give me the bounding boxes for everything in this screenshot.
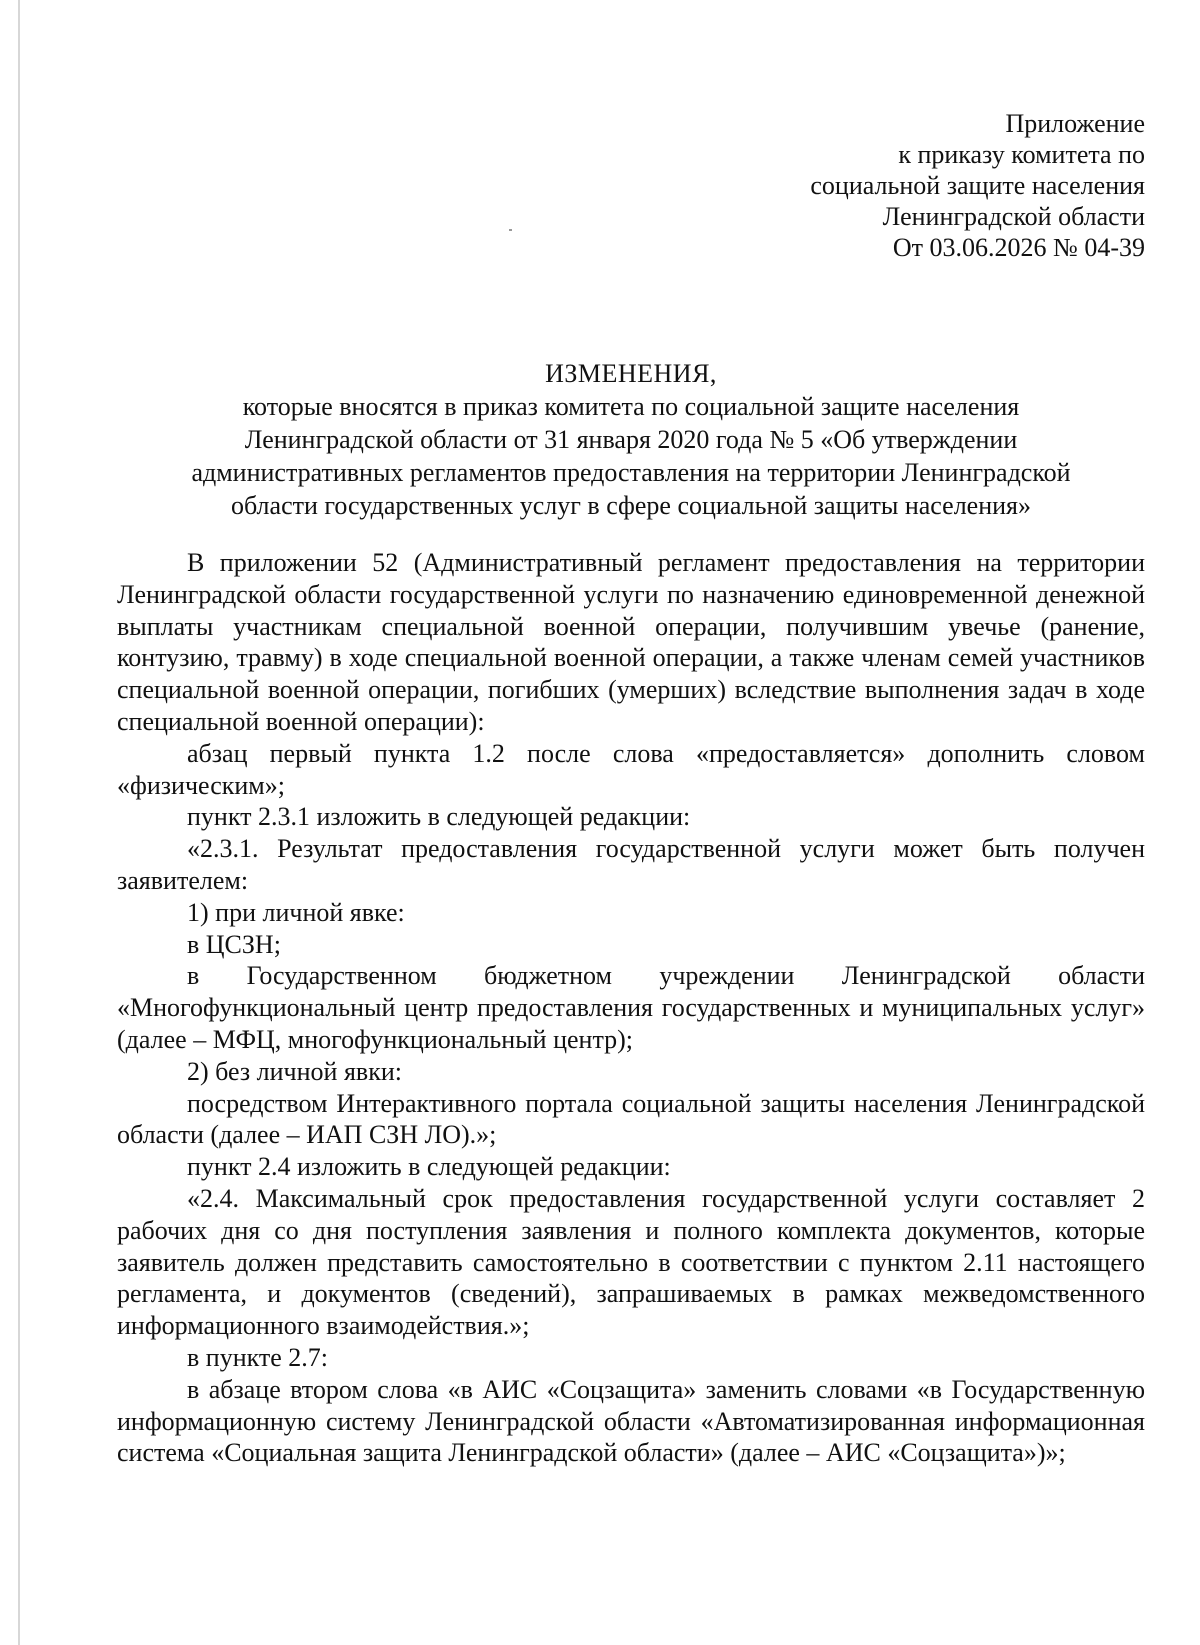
title-heading: ИЗМЕНЕНИЯ, — [545, 359, 717, 388]
approval-line: социальной защите населения — [810, 171, 1145, 200]
scan-artifact — [509, 229, 512, 231]
document-body — [117, 547, 1145, 1469]
body-paragraph: посредством Интерактивного портала социальной защиты населения Ленинградской области (далее – ИАП СЗН ЛО).»; — [117, 1088, 1145, 1150]
approval-block — [625, 108, 1145, 263]
body-paragraph: в ЦСЗН; — [187, 929, 281, 959]
body-paragraph: в пункте 2.7: — [187, 1342, 329, 1372]
body-paragraph: пункт 2.3.1 изложить в следующей редакции: — [187, 802, 691, 832]
body-paragraph: пункт 2.4 изложить в следующей редакции: — [187, 1152, 671, 1182]
title-line: области государственных услуг в сфере социальной защиты населения» — [230, 491, 1032, 520]
approval-date-number: От 03.06.2026 № 04-39 — [892, 233, 1145, 262]
approval-line: к приказу комитета по — [898, 140, 1145, 169]
body-paragraph: в Государственном бюджетном учреждении Ленинградской области «Многофункциональный центр предоставления государственных и муниципальных услуг» (далее – МФЦ, многофункциональный центр); — [117, 961, 1145, 1054]
body-paragraph: абзац первый пункта 1.2 после слова «предоставляется» дополнить словом «физическим»; — [117, 738, 1145, 800]
title-line: административных регламентов предоставления на территории Ленинградской — [191, 458, 1071, 487]
title-line: которые вносятся в приказ комитета по социальной защите населения — [242, 392, 1020, 421]
body-paragraph: В приложении 52 (Административный регламент предоставления на территории Ленинградской области государственной услуги по назначению единовременной денежной выплаты участникам специальной военной операции, получившим увечье (ранение, контузию, травму) в ходе специальной военной операции, а также членам семей участников специальной военной операции, погибших (умерших) вследствие выполнения задач в ходе специальной военной операции): — [117, 548, 1145, 736]
scan-edge-line — [18, 0, 20, 1645]
approval-line: Ленинградской области — [882, 202, 1145, 231]
body-paragraph: 1) при личной явке: — [187, 897, 405, 927]
body-paragraph: «2.4. Максимальный срок предоставления государственной услуги составляет 2 рабочих дня со дня поступления заявления и полного комплекта документов, которые заявитель должен представить самостоятельно в соответствии с пунктом 2.11 настоящего регламента, и документов (сведений), запрашиваемых в рамках межведомственного информационного взаимодействия.»; — [117, 1183, 1145, 1341]
body-paragraph: «2.3.1. Результат предоставления государственной услуги может быть получен заявителем: — [117, 834, 1145, 895]
title-line: Ленинградской области от 31 января 2020 года № 5 «Об утверждении — [244, 425, 1018, 454]
body-paragraph: в абзаце втором слова «в АИС «Соцзащита» заменить словами «в Государственную информационную систему Ленинградской области «Автоматизированная информационная система «Социальная защита Ленинградской области» (далее – АИС «Соцзащита»)»; — [117, 1374, 1145, 1468]
body-paragraph: 2) без личной явки: — [187, 1056, 402, 1086]
document-title — [117, 357, 1145, 522]
approval-line: Приложение — [1005, 109, 1145, 138]
